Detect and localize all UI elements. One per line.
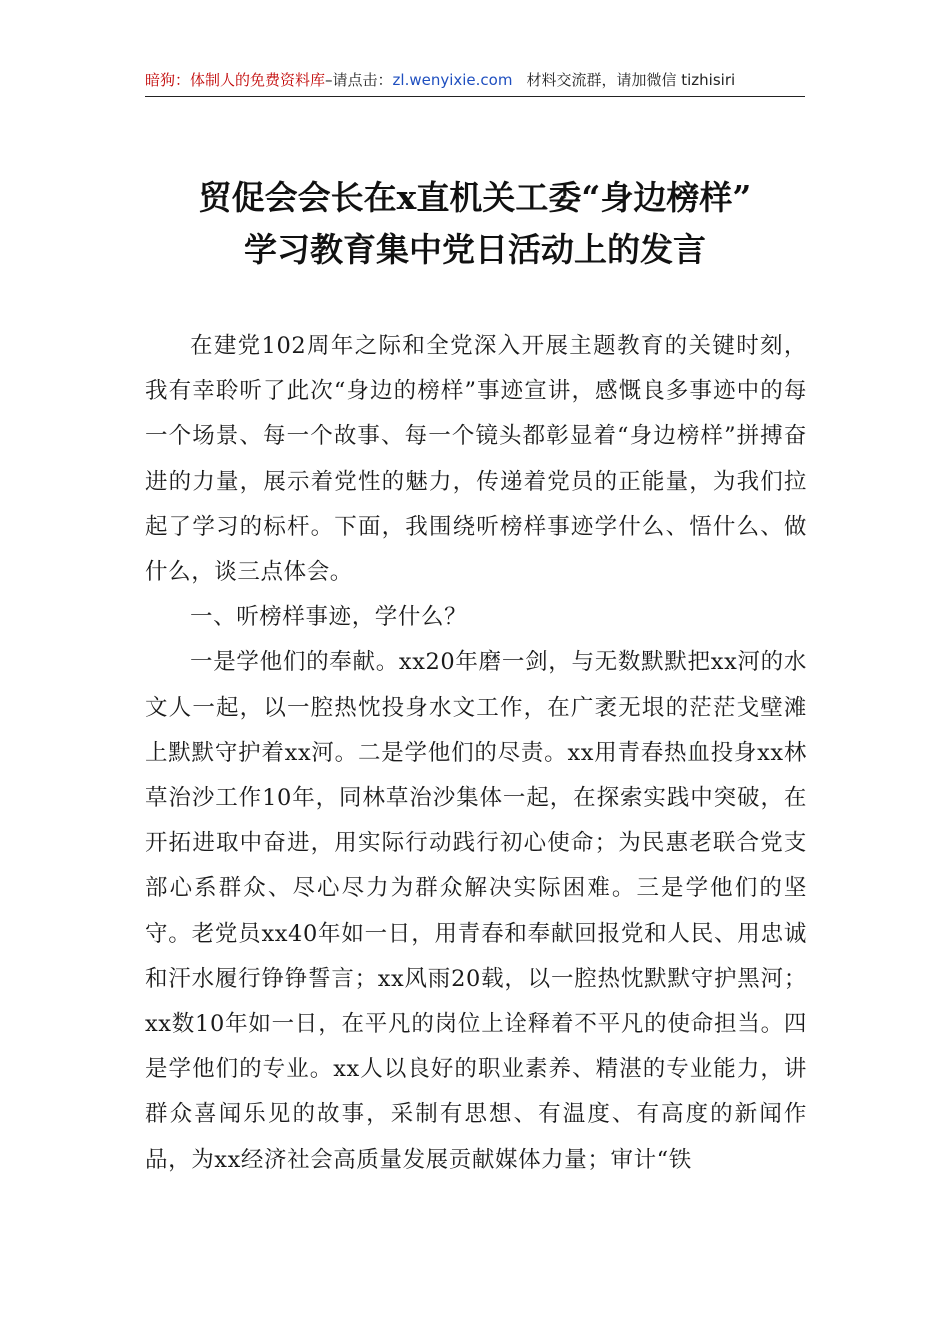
header-brand: 暗狗：体制人的免费资料库 [145, 71, 326, 89]
header-url-link[interactable]: zl.wenyixie.com [392, 71, 513, 89]
intro-paragraph: 在建党102周年之际和全党深入开展主题教育的关键时刻，我有幸聆听了此次“身边的榜样”事迹宣讲，感慨良多事迹中的每一个场景、每一个故事、每一个镜头都彰显着“身边榜样”拼搏奋进的力量，展示着党性的魅力，传递着党员的正能量，为我们拉起了学习的标杆。下面，我围绕听榜样事迹学什么、悟什么、做什么，谈三点体会。 [145, 333, 807, 586]
title-line-1: 贸促会会长在x直机关工委“身边榜样” [198, 178, 752, 217]
page-header [145, 66, 805, 97]
document-title [145, 172, 805, 276]
title-line-2: 学习教育集中党日活动上的发言 [244, 230, 706, 269]
document-body [145, 324, 807, 1183]
section-1-paragraph: 一是学他们的奉献。xx20年磨一剑，与无数默默把xx河的水文人一起，以一腔热忱投身水文工作，在广袤无垠的茫茫戈壁滩上默默守护着xx河。二是学他们的尽责。xx用青春热血投身xx林草治沙工作10年，同林草治沙集体一起，在探索实践中突破，在开拓进取中奋进，用实际行动践行初心使命；为民惠老联合党支部心系群众、尽心尽力为群众解决实际困难。三是学他们的坚守。老党员xx40年如一日，用青春和奉献回报党和人民、用忠诚和汗水履行铮铮誓言；xx风雨20载，以一腔热忱默默守护黑河；xx数10年如一日，在平凡的岗位上诠释着不平凡的使命担当。四是学他们的专业。xx人以良好的职业素养、精湛的专业能力，讲群众喜闻乐见的故事，采制有思想、有温度、有高度的新闻作品，为xx经济社会高质量发展贡献媒体力量；审计“铁 [145, 649, 807, 1173]
section-1-heading: 一、听榜样事迹，学什么？ [190, 604, 468, 631]
header-contact: 材料交流群，请加微信 tizhisiri [526, 71, 736, 89]
header-click-prompt: –请点击： [325, 71, 393, 89]
